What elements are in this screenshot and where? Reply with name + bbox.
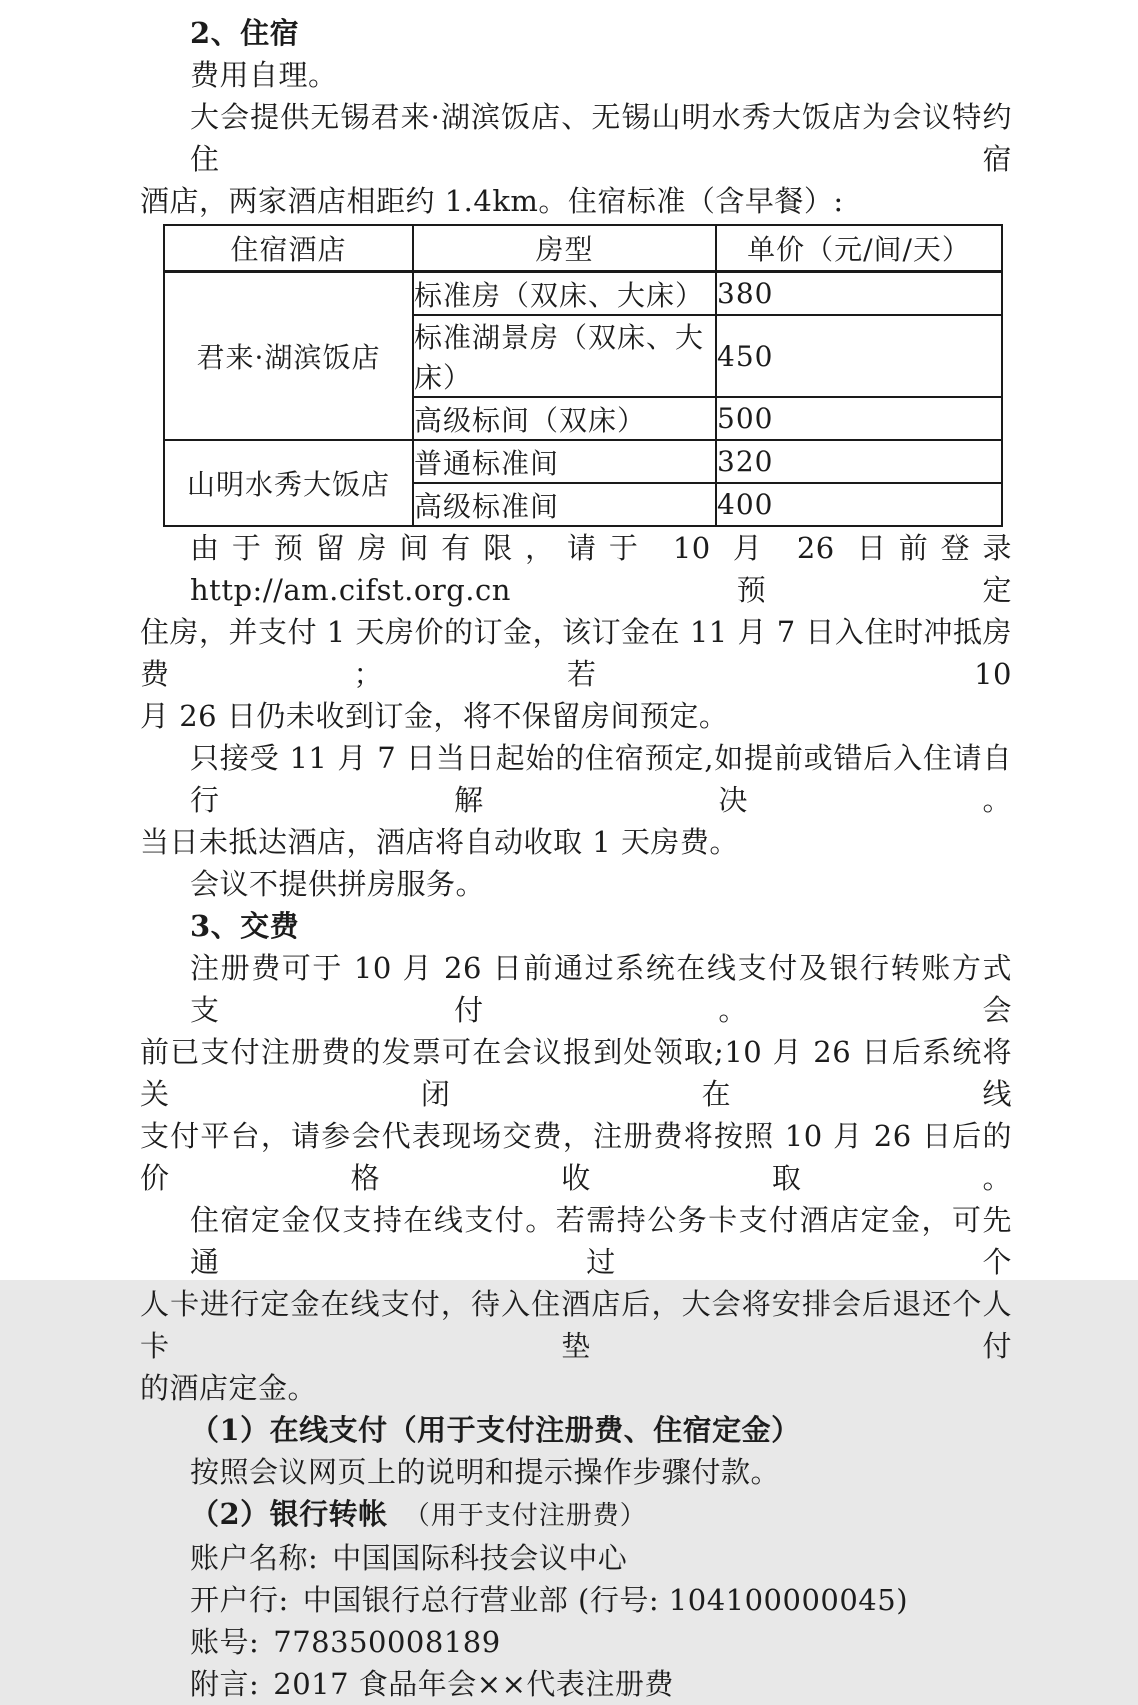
table-cell-price: 380: [716, 272, 1002, 316]
table-cell-price: 400: [716, 483, 1002, 526]
table-cell-room-type: 高级标间（双床）: [413, 397, 716, 440]
bank-account-number-value: 778350008189: [273, 1625, 501, 1659]
booking-para-line-2: 住房，并支付 1 天房价的订金，该订金在 11 月 7 日入住时冲抵房费；若 10: [140, 615, 1012, 691]
bank-branch-label: 开户行:: [190, 1583, 289, 1617]
no-room-share-text: 会议不提供拼房服务。: [190, 867, 486, 901]
subsection-heading-bank-transfer: [140, 1493, 1012, 1537]
bank-account-name-label: 账户名称:: [190, 1541, 319, 1575]
online-payment-body-text: 按照会议网页上的说明和提示操作步骤付款。: [190, 1455, 781, 1489]
registration-para-line-3: 支付平台，请参会代表现场交费，注册费将按照 10 月 26 日后的价格收取。: [140, 1119, 1012, 1195]
table-cell-price: 450: [716, 315, 1002, 397]
bank-transfer-note-text: （用于支付注册费）: [403, 1501, 647, 1531]
bank-memo-value: 2017 食品年会××代表注册费: [273, 1667, 674, 1701]
bank-account-name-row: [140, 1537, 1012, 1579]
checkin-para-line-1: 只接受 11 月 7 日当日起始的住宿预定,如提前或错后入住请自行解决。: [190, 741, 1012, 817]
table-cell-hotel-2: 山明水秀大饭店: [164, 440, 413, 526]
registration-para-line-1: 注册费可于 10 月 26 日前通过系统在线支付及银行转账方式支付。会: [190, 951, 1012, 1027]
lodging-intro-line-2: 酒店，两家酒店相距约 1.4km。住宿标准（含早餐）:: [140, 184, 844, 218]
table-cell-price: 320: [716, 440, 1002, 483]
table-cell-price: 500: [716, 397, 1002, 440]
table-header-row: [164, 225, 1002, 272]
booking-para-line-3: 月 26 日仍未收到订金，将不保留房间预定。: [140, 699, 729, 733]
table-cell-room-type: 标准湖景房（双床、大床）: [413, 315, 716, 397]
deposit-para-line-3: 的酒店定金。: [140, 1371, 318, 1405]
table-row: [164, 440, 1002, 483]
hotel-price-table: [163, 224, 1003, 527]
table-row: [164, 272, 1002, 316]
registration-para-line-2: 前已支付注册费的发票可在会议报到处领取;10 月 26 日后系统将关闭在线: [140, 1035, 1012, 1111]
bank-memo-row: [140, 1663, 1012, 1705]
bank-branch-value: 中国银行总行营业部 (行号: 104100000045): [302, 1583, 909, 1617]
table-cell-room-type: 标准房（双床、大床）: [413, 272, 716, 316]
bank-branch-row: [140, 1579, 1012, 1621]
table-cell-room-type: 高级标准间: [413, 483, 716, 526]
lodging-intro-line-1: 大会提供无锡君来·湖滨饭店、无锡山明水秀大饭店为会议特约住宿: [190, 100, 1012, 176]
deposit-para-line-1: 住宿定金仅支持在线支付。若需持公务卡支付酒店定金，可先通过个: [190, 1203, 1012, 1279]
bank-memo-label: 附言:: [190, 1667, 260, 1701]
section-heading-lodging: 2、住宿: [190, 16, 300, 50]
table-header-price: 单价（元/间/天）: [716, 225, 1002, 272]
table-header-hotel: 住宿酒店: [164, 225, 413, 272]
lodging-self-pay-text: 费用自理。: [190, 58, 338, 92]
table-header-room-type: 房型: [413, 225, 716, 272]
deposit-para-line-2: 人卡进行定金在线支付，待入住酒店后，大会将安排会后退还个人卡垫付: [140, 1287, 1012, 1363]
table-cell-hotel-1: 君来·湖滨饭店: [164, 272, 413, 441]
bank-transfer-heading-text: （2）银行转帐: [190, 1497, 388, 1531]
bank-account-number-row: [140, 1621, 1012, 1663]
subsection-heading-online-payment: （1）在线支付（用于支付注册费、住宿定金）: [190, 1413, 801, 1447]
section-heading-payment: 3、交费: [190, 909, 300, 943]
booking-para-line-1: 由于预留房间有限，请于 10 月 26 日前登录 http://am.cifst.org.cn 预定: [190, 531, 1012, 607]
bank-account-name-value: 中国国际科技会议中心: [332, 1541, 628, 1575]
checkin-para-line-2: 当日未抵达酒店，酒店将自动收取 1 天房费。: [140, 825, 739, 859]
table-cell-room-type: 普通标准间: [413, 440, 716, 483]
bank-account-number-label: 账号:: [190, 1625, 260, 1659]
